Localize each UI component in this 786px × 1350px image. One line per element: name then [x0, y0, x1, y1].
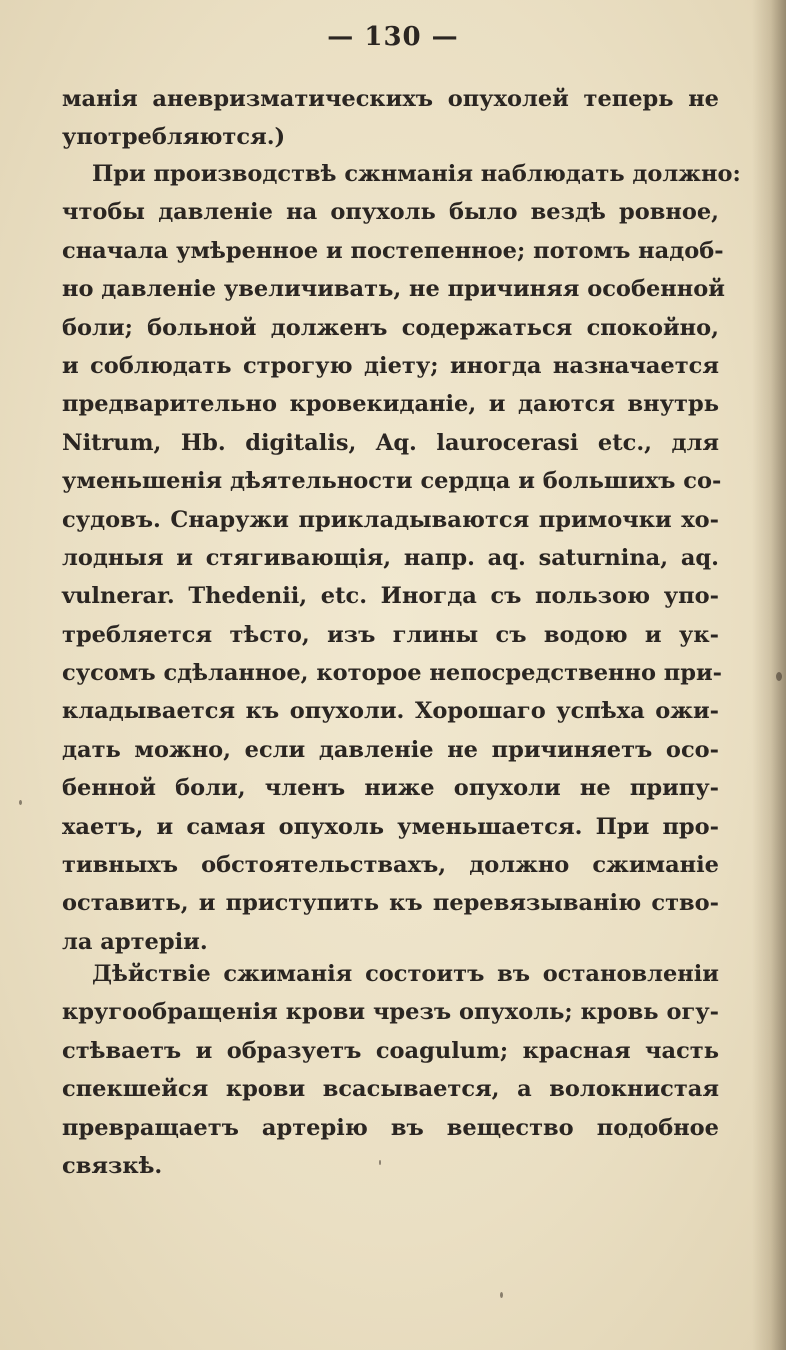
text-line: сначала умѣренное и постепенное; потомъ надоб-: [62, 237, 724, 264]
text-line: и соблюдать строгую діету; иногда назначается: [62, 352, 719, 379]
text-line: стѣваетъ и образуетъ coagulum; красная часть: [62, 1037, 719, 1064]
paragraph-3: [62, 955, 719, 1185]
text-line: требляется тѣсто, изъ глины съ водою и ук-: [62, 621, 719, 648]
text-line: vulnerar. Thedenii, etc. Иногда съ пользою упо-: [62, 583, 719, 610]
text-line: лодныя и стягивающія, напр. aq. saturnina, aq.: [62, 544, 719, 571]
text-line: Nitrum, Hb. digitalis, Aq. laurocerasi etc., для: [62, 429, 719, 456]
text-line: тивныхъ обстоятельствахъ, должно сжиманіе: [62, 852, 719, 879]
text-line: связкѣ.: [62, 1152, 163, 1179]
paper-speck: [500, 1292, 503, 1298]
text-line: кругообращенія крови чрезъ опухоль; кровь огу-: [62, 999, 719, 1026]
text-line: но давленіе увеличивать, не причиняя особенной: [62, 276, 725, 303]
text-line: Дѣйствіе сжиманія состоитъ въ остановленіи: [92, 961, 719, 987]
text-line: При производствѣ сжнманія наблюдать должно:: [92, 161, 741, 187]
text-line: спекшейся крови всасывается, а волокнистая: [62, 1076, 719, 1103]
text-line: кладывается къ опухоли. Хорошаго успѣха ожи-: [62, 698, 719, 725]
text-line: превращаетъ артерію въ вещество подобное: [62, 1114, 719, 1141]
text-line: оставить, и приступить къ перевязыванію ство-: [62, 890, 719, 917]
paragraph-2: [62, 155, 741, 961]
paper-speck: [776, 672, 782, 681]
text-line: чтобы давленіе на опухоль было вездѣ ровное,: [62, 199, 719, 226]
text-line: уменьшенія дѣятельности сердца и большихъ со-: [62, 468, 722, 495]
text-line: бенной боли, членъ ниже опухоли не припу-: [62, 775, 719, 802]
text-line: боли; больной долженъ содержаться спокойно,: [62, 314, 719, 341]
text-line: судовъ. Снаружи прикладываются примочки хо-: [62, 506, 719, 533]
paper-speck: [379, 1160, 381, 1165]
text-line: манія аневризматическихъ опухолей теперь не: [62, 86, 719, 112]
paragraph-1: [62, 80, 719, 157]
text-line: употребляются.): [62, 124, 286, 151]
page-number-header: — 130 —: [327, 22, 459, 52]
text-line: ла артеріи.: [62, 928, 208, 955]
text-line: предварительно кровекиданіе, и даются внутрь: [62, 391, 719, 418]
text-line: хаетъ, и самая опухоль уменьшается. При про-: [62, 813, 719, 840]
text-line: сусомъ сдѣланное, которое непосредственно при-: [62, 660, 723, 687]
text-line: дать можно, если давленіе не причиняетъ осо-: [62, 736, 719, 763]
paper-speck: [19, 800, 22, 805]
